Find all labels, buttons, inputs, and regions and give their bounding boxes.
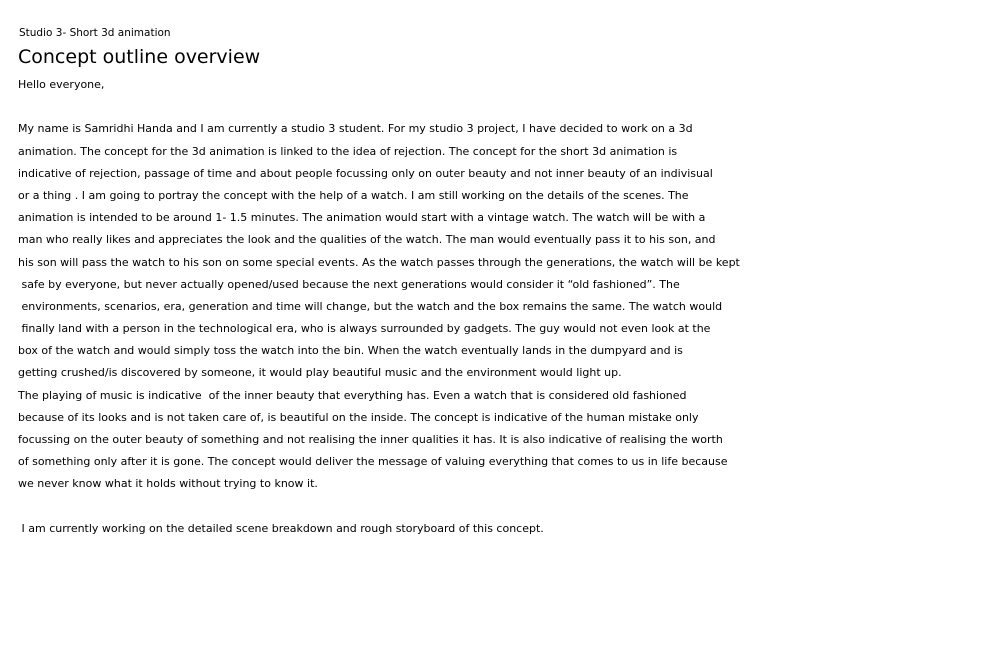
paragraph-line: his son will pass the watch to his son on some special events. As the watch passes through the generations, the watch will be kept [18,255,740,269]
paragraph-line: finally land with a person in the technological era, who is always surrounded by gadgets. The guy would not even look at the [18,322,711,336]
paragraph-line: animation. The concept for the 3d animation is linked to the idea of rejection. The concept for the short 3d animation is [18,144,678,158]
page-title: Concept outline overview [18,46,261,68]
paragraph-line: we never know what it holds without trying to know it. [18,477,318,491]
paragraph-line: My name is Samridhi Handa and I am currently a studio 3 student. For my studio 3 project, I have decided to work on a 3d [18,122,693,136]
course-label: Studio 3- Short 3d animation [19,27,171,39]
paragraph-line: of something only after it is gone. The concept would deliver the message of valuing everything that comes to us in life because [18,455,728,469]
blank-line [18,496,998,518]
paragraph-line: or a thing . I am going to portray the concept with the help of a watch. I am still working on the details of the scenes. The [18,188,689,202]
blank-line [18,96,998,118]
paragraph-line: focussing on the outer beauty of something and not realising the inner qualities it has. It is also indicative of realising the worth [18,433,723,446]
paragraph-line: environments, scenarios, era, generation and time will change, but the watch and the box remains the same. The watch would [18,299,723,313]
document-body [18,74,998,540]
paragraph-line: safe by everyone, but never actually opened/used because the next generations would consider it “old fashioned”. The [18,277,680,291]
paragraph-line: The playing of music is indicative of the inner beauty that everything has. Even a watch that is considered old fashioned [18,388,687,402]
paragraph-line: animation is intended to be around 1- 1.5 minutes. The animation would start with a vintage watch. The watch will be with a [18,211,706,225]
paragraph-line: getting crushed/is discovered by someone, it would play beautiful music and the environment would light up. [18,366,622,380]
closing-note: I am currently working on the detailed scene breakdown and rough storyboard of this concept. [18,521,544,535]
paragraph-line: box of the watch and would simply toss the watch into the bin. When the watch eventually lands in the dumpyard and is [18,344,683,358]
paragraph-line: because of its looks and is not taken care of, is beautiful on the inside. The concept is indicative of the human mistake only [18,410,699,424]
paragraph-line: man who really likes and appreciates the look and the qualities of the watch. The man would eventually pass it to his son, and [18,233,716,247]
greeting: Hello everyone, [18,78,105,91]
paragraph-line: indicative of rejection, passage of time and about people focussing only on outer beauty and not inner beauty of an indivisual [18,166,713,180]
